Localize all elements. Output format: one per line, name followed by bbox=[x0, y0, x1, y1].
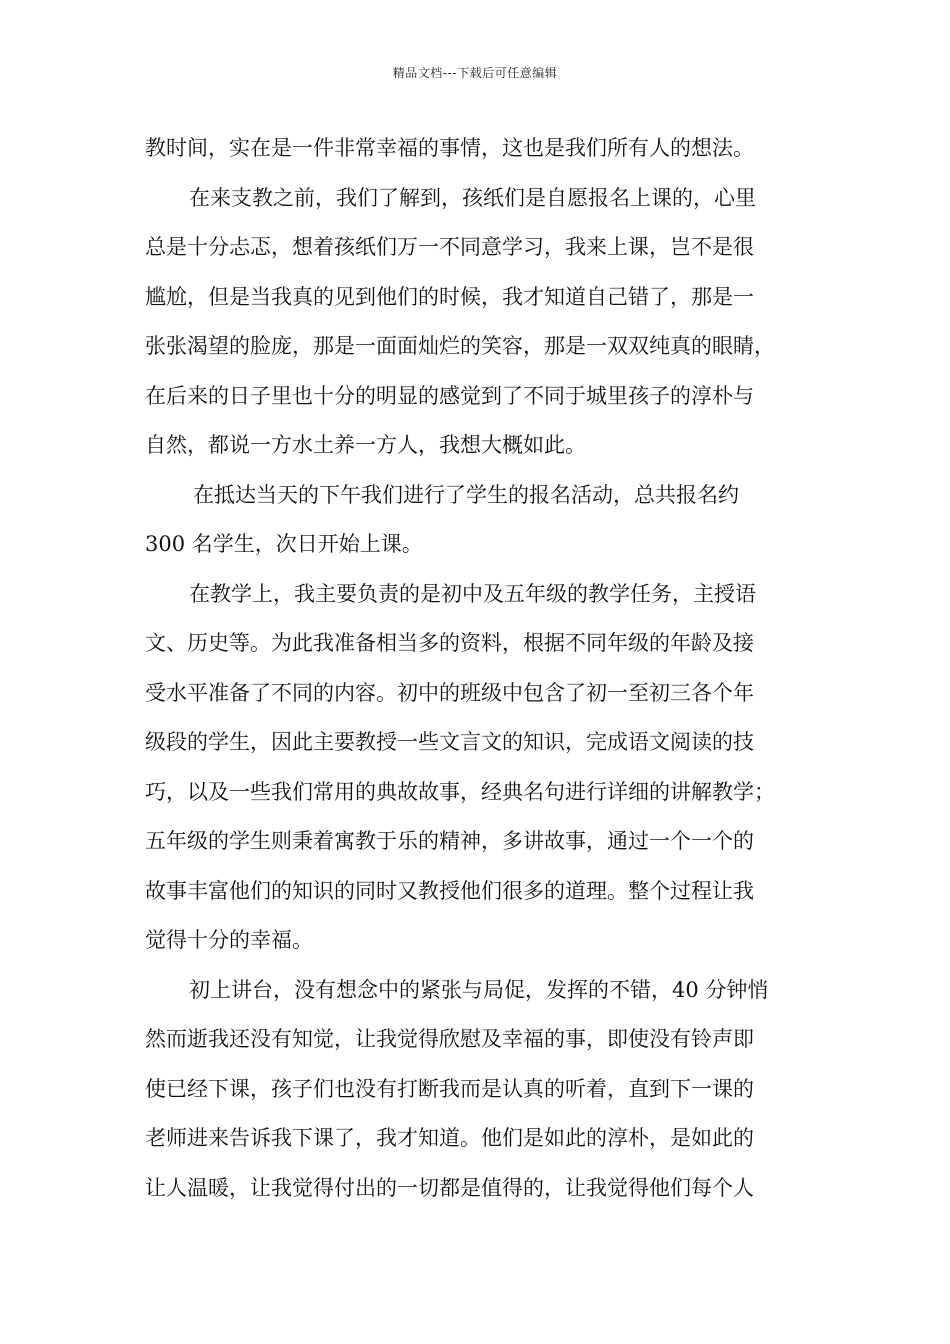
text-line: 故事丰富他们的知识的同时又教授他们很多的道理。整个过程让我 bbox=[145, 878, 754, 903]
paragraph-first-line: 在抵达当天的下午我们进行了学生的报名活动，总共报名约 bbox=[193, 482, 739, 507]
text-line: 文、历史等。为此我准备相当多的资料，根据不同年级的年龄及接 bbox=[145, 631, 754, 655]
paragraph-first-line: 在来支教之前，我们了解到，孩纸们是自愿报名上课的，心里 bbox=[189, 185, 756, 210]
text-line: 老师进来告诉我下课了，我才知道。他们是如此的淳朴，是如此的 bbox=[145, 1126, 754, 1150]
text-line: 在后来的日子里也十分的明显的感觉到了不同于城里孩子的淳朴与 bbox=[145, 383, 754, 408]
text-line: 级段的学生，因此主要教授一些文言文的知识，完成语文阅读的技 bbox=[145, 730, 754, 754]
text-line: 自然，都说一方水土养一方人，我想大概如此。 bbox=[145, 433, 586, 457]
text-line: 觉得十分的幸福。 bbox=[145, 928, 313, 952]
text-line: 尴尬，但是当我真的见到他们的时候，我才知道自己错了，那是一 bbox=[145, 284, 754, 309]
text-line: 让人温暖，让我觉得付出的一切都是值得的，让我觉得他们每个人 bbox=[145, 1175, 754, 1200]
document-body bbox=[145, 124, 810, 1213]
text-line: 总是十分忐忑，想着孩纸们万一不同意学习，我来上课，岂不是很 bbox=[145, 235, 754, 259]
paragraph-first-line: 初上讲台，没有想念中的紧张与局促，发挥的不错，40 分钟悄 bbox=[189, 977, 769, 1002]
text-line: 五年级的学生则秉着寓教于乐的精神，多讲故事，通过一个一个的 bbox=[145, 829, 754, 853]
text-line: 受水平准备了不同的内容。初中的班级中包含了初一至初三各个年 bbox=[145, 680, 754, 705]
text-line: 巧，以及一些我们常用的典故故事，经典名句进行详细的讲解教学； bbox=[145, 779, 775, 804]
page-header: 精品文档---下载后可任意编辑 bbox=[392, 66, 558, 80]
paragraph-first-line: 在教学上，我主要负责的是初中及五年级的教学任务，主授语 bbox=[189, 581, 756, 606]
text-line: 张张渴望的脸庞，那是一面面灿烂的笑容，那是一双双纯真的眼睛， bbox=[145, 334, 775, 358]
text-line: 300 名学生，次日开始上课。 bbox=[145, 532, 423, 556]
text-line: 使已经下课，孩子们也没有打断我而是认真的听着，直到下一课的 bbox=[145, 1076, 754, 1101]
text-line: 教时间，实在是一件非常幸福的事情，这也是我们所有人的想法。 bbox=[145, 136, 754, 160]
text-line: 然而逝我还没有知觉，让我觉得欣慰及幸福的事，即使没有铃声即 bbox=[145, 1027, 754, 1051]
